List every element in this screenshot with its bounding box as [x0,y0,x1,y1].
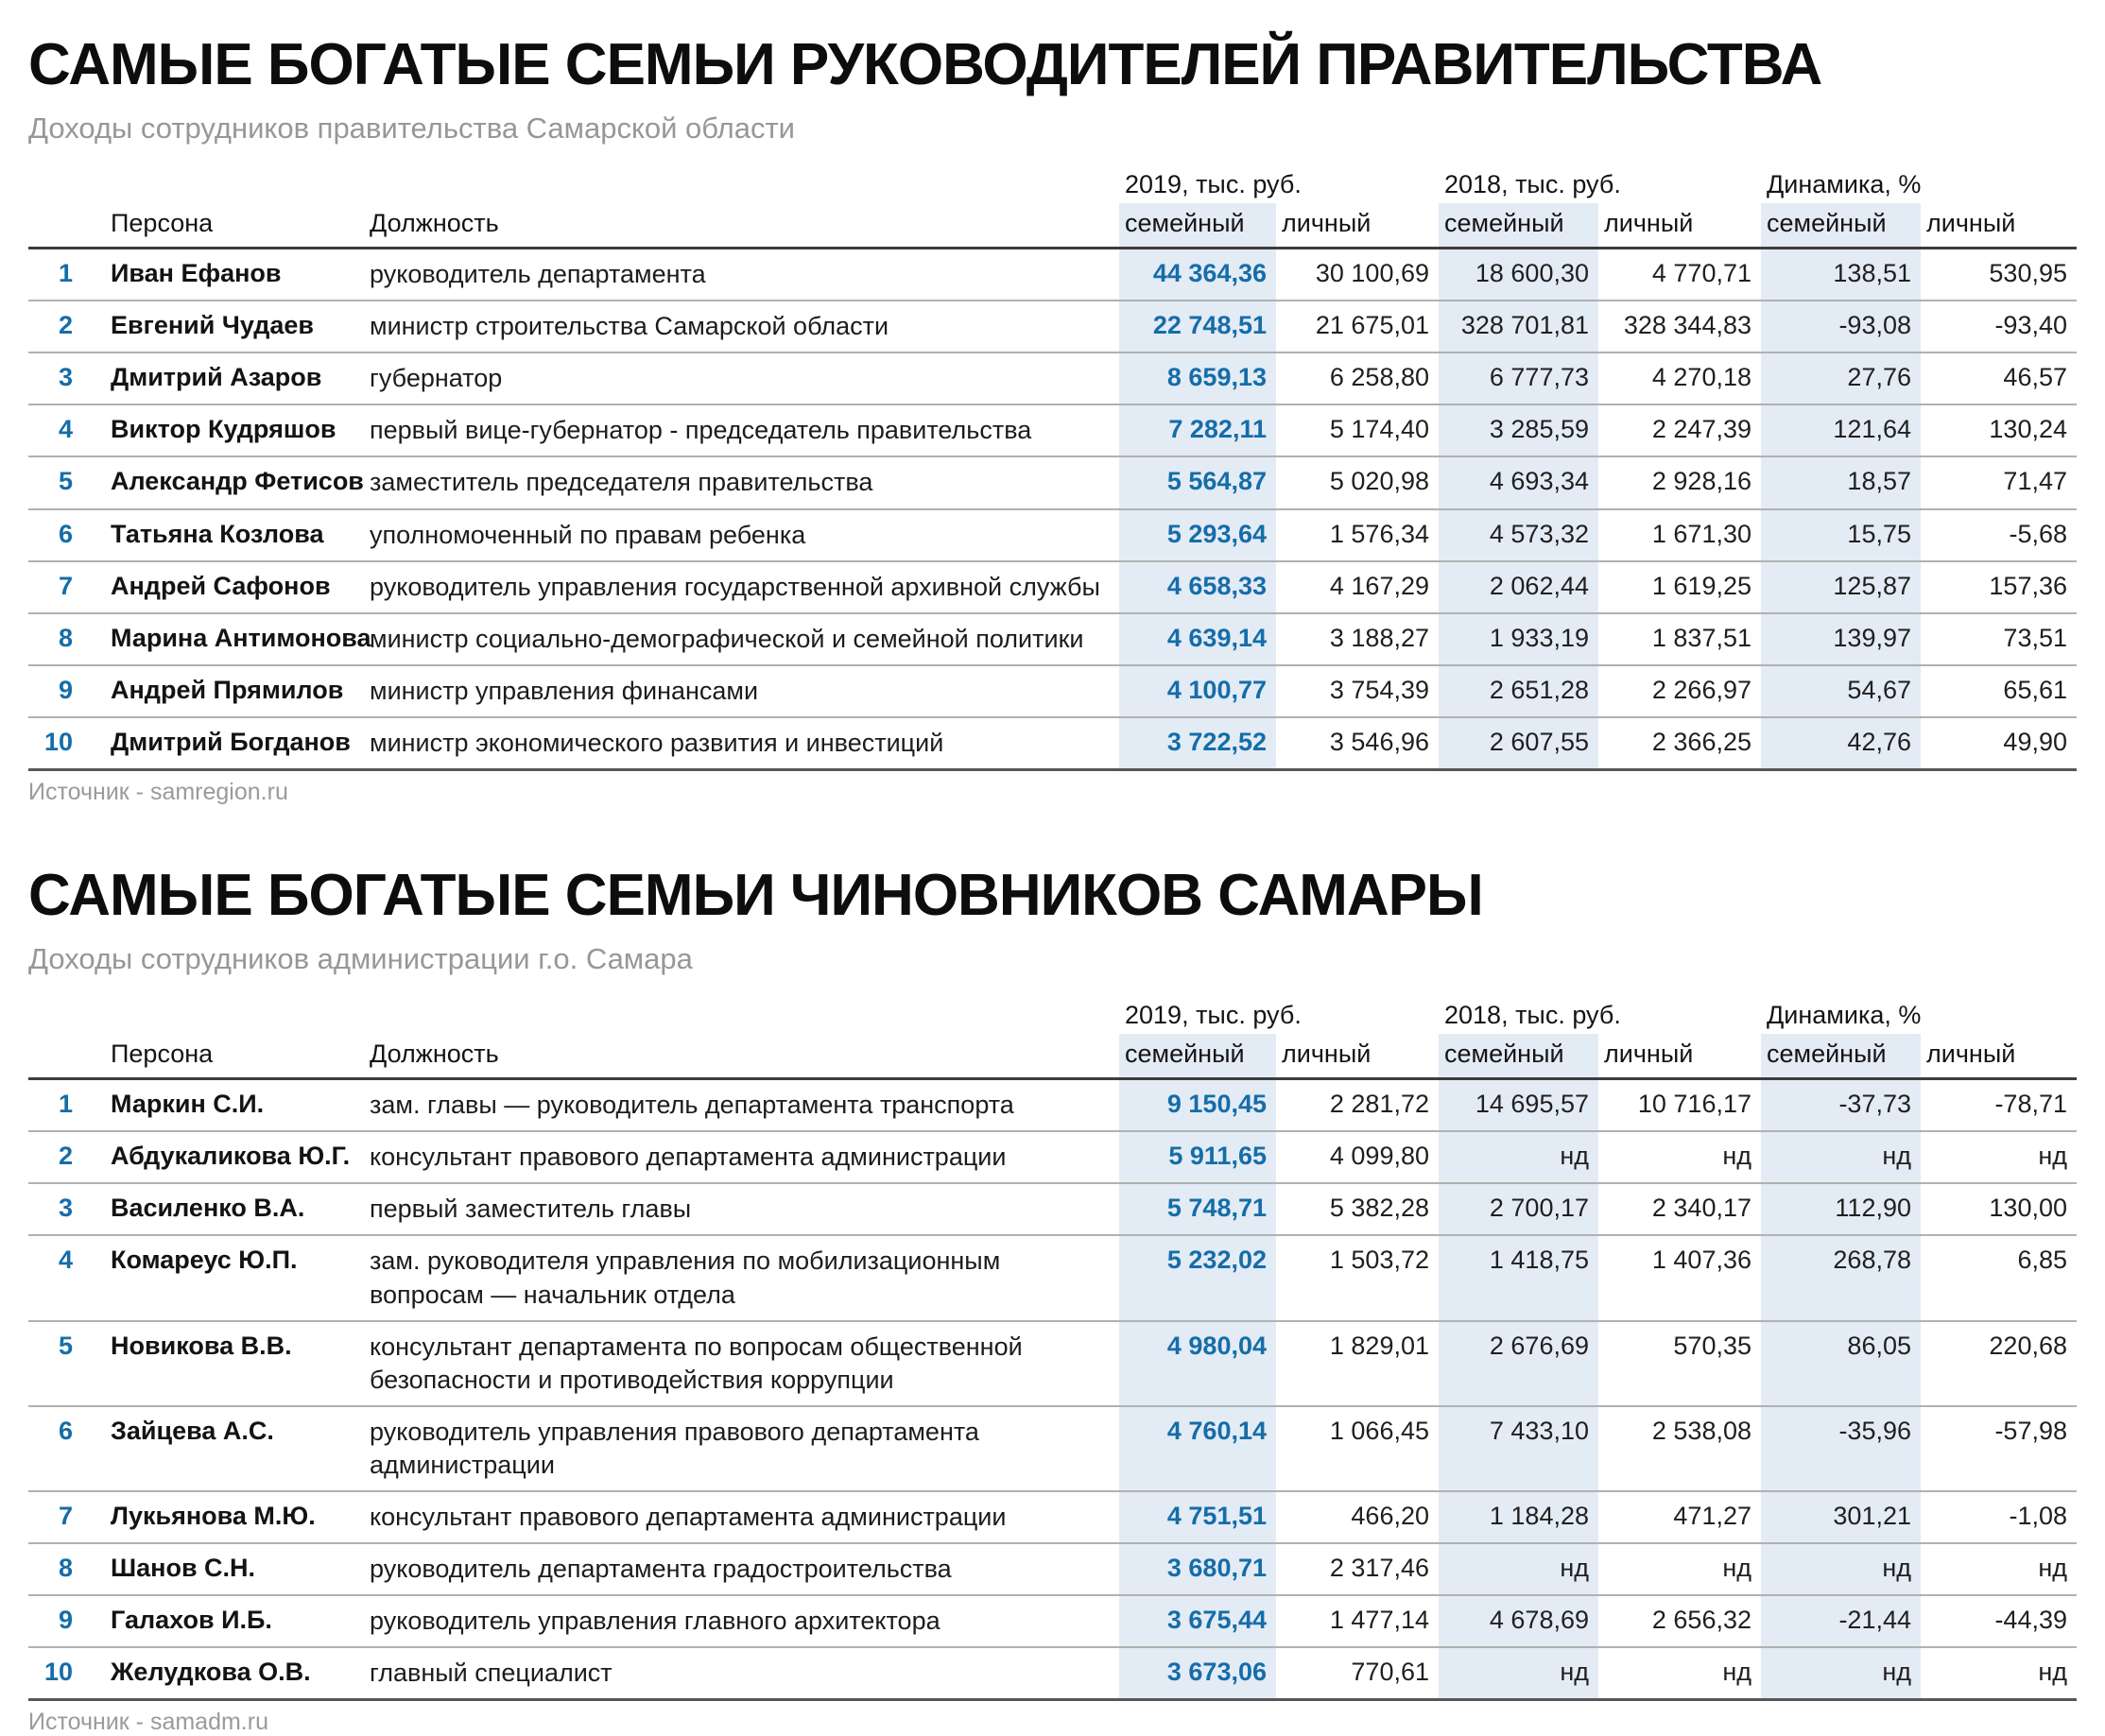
personal-income-2018: 10 716,17 [1637,1090,1751,1119]
family-income-2018: 18 600,30 [1439,249,1598,300]
table-row [28,1184,2077,1236]
government-table-section [28,34,2077,806]
dynamics-personal: 65,61 [2003,675,2067,704]
table-row [28,1648,2077,1698]
family-income-2019: 5 748,71 [1119,1184,1276,1234]
person-name: Новикова В.В. [111,1331,292,1360]
person-position: руководитель департамента градостроительства [370,1555,952,1584]
dynamics-personal: 157,36 [1989,571,2067,600]
person-name: Абдукаликова Ю.Г. [111,1142,351,1171]
family-income-2018: 6 777,73 [1439,353,1598,404]
personal-2019-header: личный [1282,208,1372,237]
row-rank: 1 [58,1090,73,1119]
row-rank: 3 [58,363,73,392]
dynamics-family: 121,64 [1761,405,1921,455]
family-income-2018: 4 573,32 [1439,510,1598,560]
dynamics-personal: 130,24 [1989,415,2067,444]
dynamics-family: 268,78 [1761,1236,1921,1319]
dynamics-family: -37,73 [1761,1080,1921,1130]
person-name: Желудкова О.В. [111,1658,311,1687]
dynamics-family: -35,96 [1761,1407,1921,1490]
table-row [28,510,2077,562]
dynamics-family: 54,67 [1761,666,1921,716]
person-name: Василенко В.А. [111,1194,305,1223]
table-body [28,249,2077,771]
person-position: консультант правового департамента администрации [370,1503,1007,1531]
person-position: заместитель председателя правительства [370,468,873,497]
personal-income-2018: 2 366,25 [1651,727,1751,756]
family-income-2019: 3 722,52 [1119,718,1276,768]
position-header: Должность [370,1039,499,1068]
person-name: Марина Антимонова [111,623,371,652]
personal-income-2018: 2 538,08 [1651,1416,1751,1445]
personal-2018-header: личный [1604,1039,1694,1068]
dynamics-personal: 530,95 [1989,259,2067,288]
family-income-2018: 2 700,17 [1439,1184,1598,1234]
personal-income-2019: 1 829,01 [1329,1331,1429,1360]
family-income-2019: 4 751,51 [1119,1492,1276,1542]
group-header-dynamics: Динамика, % [1767,1000,1922,1029]
family-income-2018: 1 933,19 [1439,614,1598,664]
family-income-2019: 9 150,45 [1119,1080,1276,1130]
personal-income-2019: 5 020,98 [1329,467,1429,496]
personal-income-2019: 3 546,96 [1329,727,1429,756]
dynamics-family: 138,51 [1761,249,1921,300]
group-header-2018: 2018, тыс. руб. [1444,169,1621,198]
dynamics-personal: 71,47 [2003,467,2067,496]
rank-header [28,1034,80,1077]
dynamics-personal: 6,85 [2017,1246,2067,1275]
column-group-header-row [28,168,2077,203]
person-position: уполномоченный по правам ребенка [370,520,806,549]
personal-income-2018: 1 837,51 [1651,623,1751,652]
dynamics-personal: 73,51 [2003,623,2067,652]
family-income-2019: 7 282,11 [1119,405,1276,455]
dynamics-personal: нд [2038,1658,2067,1687]
table-row [28,718,2077,768]
dynamics-family: нд [1761,1544,1921,1594]
dynamics-personal: -93,40 [1994,311,2067,340]
table-row [28,1492,2077,1544]
source-note: Источник - samadm.ru [28,1709,268,1736]
family-income-2019: 5 293,64 [1119,510,1276,560]
family-income-2018: 14 695,57 [1439,1080,1598,1130]
family-income-2019: 44 364,36 [1119,249,1276,300]
person-name: Комареус Ю.П. [111,1246,298,1275]
family-2019-header: семейный [1119,203,1276,247]
family-income-2018: 1 418,75 [1439,1236,1598,1319]
row-rank: 4 [58,1246,73,1275]
row-rank: 10 [43,1658,73,1687]
person-position: министр строительства Самарской области [370,312,889,341]
family-income-2018: 3 285,59 [1439,405,1598,455]
table-row [28,562,2077,614]
table-body [28,1080,2077,1701]
family-2018-header: семейный [1439,203,1598,247]
personal-income-2018: 1 407,36 [1651,1246,1751,1275]
personal-income-2019: 3 754,39 [1329,675,1429,704]
family-income-2018: нд [1439,1132,1598,1182]
family-income-2019: 4 658,33 [1119,562,1276,612]
personal-income-2018: 2 656,32 [1651,1606,1751,1635]
dynamics-personal: 46,57 [2003,363,2067,392]
rank-header [28,203,80,247]
group-header-2018: 2018, тыс. руб. [1444,1000,1621,1029]
personal-income-2019: 1 066,45 [1329,1416,1429,1445]
row-rank: 6 [58,519,73,548]
page-title-2: САМЫЕ БОГАТЫЕ СЕМЬИ ЧИНОВНИКОВ САМАРЫ [28,863,1483,929]
personal-income-2018: нд [1722,1142,1751,1171]
row-rank: 9 [58,675,73,704]
family-income-2019: 4 760,14 [1119,1407,1276,1490]
personal-income-2018: нд [1722,1658,1751,1687]
table-row [28,666,2077,718]
person-name: Зайцева А.С. [111,1416,274,1445]
dynamics-personal: нд [2038,1142,2067,1171]
dynamics-family-header: семейный [1761,1034,1921,1077]
table-row [28,1596,2077,1648]
personal-income-2019: 6 258,80 [1329,363,1429,392]
family-income-2019: 3 673,06 [1119,1648,1276,1698]
dynamics-personal-header: личный [1926,208,2016,237]
page-title: САМЫЕ БОГАТЫЕ СЕМЬИ РУКОВОДИТЕЛЕЙ ПРАВИТЕЛЬСТВА [28,32,1822,97]
column-header-row [28,1034,2077,1080]
dynamics-personal: -1,08 [2009,1502,2067,1530]
dynamics-personal: 49,90 [2003,727,2067,756]
family-income-2019: 5 232,02 [1119,1236,1276,1319]
dynamics-family: 27,76 [1761,353,1921,404]
person-name: Дмитрий Азаров [111,363,322,392]
family-income-2018: 2 651,28 [1439,666,1598,716]
family-income-2019: 4 980,04 [1119,1322,1276,1405]
personal-income-2019: 5 174,40 [1329,415,1429,444]
personal-income-2019: 1 477,14 [1329,1606,1429,1635]
family-income-2018: 328 701,81 [1439,301,1598,352]
row-rank: 5 [58,1331,73,1360]
person-position: руководитель управления главного архитектора [370,1607,940,1636]
group-header-2019: 2019, тыс. руб. [1125,1000,1302,1029]
person-position: зам. руководителя управления по мобилизационным вопросам — начальник отдела [370,1246,1001,1309]
personal-income-2018: 2 247,39 [1651,415,1751,444]
table-row [28,249,2077,301]
person-name: Андрей Прямилов [111,675,344,704]
family-income-2018: 2 062,44 [1439,562,1598,612]
person-name: Андрей Сафонов [111,571,331,600]
personal-income-2019: 2 281,72 [1329,1090,1429,1119]
family-income-2018: 7 433,10 [1439,1407,1598,1490]
personal-income-2018: 570,35 [1673,1331,1751,1360]
family-income-2019: 3 680,71 [1119,1544,1276,1594]
row-rank: 3 [58,1194,73,1223]
table-row [28,457,2077,509]
personal-income-2018: 4 770,71 [1651,259,1751,288]
page-subtitle-2: Доходы сотрудников администрации г.о. Самара [28,941,693,975]
source-note: Источник - samregion.ru [28,779,288,806]
person-position: министр экономического развития и инвестиций [370,728,944,757]
personal-income-2019: 1 503,72 [1329,1246,1429,1275]
personal-income-2019: 30 100,69 [1315,259,1429,288]
dynamics-family: 15,75 [1761,510,1921,560]
personal-income-2019: 21 675,01 [1315,311,1429,340]
personal-income-2018: 471,27 [1673,1502,1751,1530]
person-position: главный специалист [370,1659,613,1688]
table-row [28,1132,2077,1184]
person-name: Евгений Чудаев [111,311,314,340]
person-header: Персона [111,208,214,237]
row-rank: 5 [58,467,73,496]
dynamics-personal: -78,71 [1994,1090,2067,1119]
table-row [28,1544,2077,1596]
dynamics-family: 42,76 [1761,718,1921,768]
person-name: Иван Ефанов [111,259,282,288]
person-position: первый заместитель главы [370,1195,692,1224]
dynamics-family: 139,97 [1761,614,1921,664]
family-income-2019: 3 675,44 [1119,1596,1276,1646]
person-name: Шанов С.Н. [111,1554,256,1583]
personal-income-2019: 5 382,28 [1329,1194,1429,1223]
person-name: Дмитрий Богданов [111,727,351,756]
dynamics-personal: -44,39 [1994,1606,2067,1635]
row-rank: 8 [58,623,73,652]
dynamics-family: -93,08 [1761,301,1921,352]
row-rank: 10 [43,727,73,756]
personal-income-2019: 4 167,29 [1329,571,1429,600]
person-name: Маркин С.И. [111,1090,265,1119]
personal-income-2018: 328 344,83 [1623,311,1751,340]
family-income-2019: 22 748,51 [1119,301,1276,352]
row-rank: 7 [58,1502,73,1530]
table-row [28,1322,2077,1407]
family-2019-header: семейный [1119,1034,1276,1077]
family-income-2018: 1 184,28 [1439,1492,1598,1542]
person-name: Татьяна Козлова [111,519,324,548]
person-name: Лукьянова М.Ю. [111,1502,316,1530]
table-row [28,1080,2077,1132]
family-2018-header: семейный [1439,1034,1598,1077]
row-rank: 2 [58,311,73,340]
personal-income-2019: 2 317,46 [1329,1554,1429,1583]
position-header: Должность [370,208,499,237]
dynamics-personal: -5,68 [2009,519,2067,548]
family-income-2019: 8 659,13 [1119,353,1276,404]
dynamics-family: 18,57 [1761,457,1921,507]
dynamics-family: 301,21 [1761,1492,1921,1542]
family-income-2019: 4 100,77 [1119,666,1276,716]
personal-income-2018: нд [1722,1554,1751,1583]
personal-income-2018: 2 928,16 [1651,467,1751,496]
personal-income-2019: 1 576,34 [1329,519,1429,548]
person-position: руководитель департамента [370,260,706,289]
dynamics-family: 112,90 [1761,1184,1921,1234]
table-row [28,353,2077,405]
group-header-dynamics: Динамика, % [1767,169,1922,198]
person-position: руководитель управления правового департамента администрации [370,1417,979,1479]
group-header-2019: 2019, тыс. руб. [1125,169,1302,198]
dynamics-family: нд [1761,1132,1921,1182]
person-position: министр управления финансами [370,676,759,705]
column-group-header-row [28,999,2077,1034]
row-rank: 4 [58,415,73,444]
personal-income-2018: 2 266,97 [1651,675,1751,704]
personal-2018-header: личный [1604,208,1694,237]
person-position: консультант департамента по вопросам общественной безопасности и противодействия коррупции [370,1332,1023,1394]
row-rank: 9 [58,1606,73,1635]
family-income-2018: 4 693,34 [1439,457,1598,507]
personal-2019-header: личный [1282,1039,1372,1068]
person-header: Персона [111,1039,214,1068]
person-position: зам. главы — руководитель департамента транспорта [370,1091,1014,1120]
person-name: Виктор Кудряшов [111,415,336,444]
personal-income-2018: 2 340,17 [1651,1194,1751,1223]
table-row [28,301,2077,353]
table-row [28,1407,2077,1492]
personal-income-2019: 466,20 [1351,1502,1429,1530]
table-row [28,1236,2077,1321]
city-administration-table-section [28,865,2077,1736]
row-rank: 8 [58,1554,73,1583]
person-position: руководитель управления государственной архивной службы [370,572,1100,601]
dynamics-personal-header: личный [1926,1039,2016,1068]
personal-income-2019: 4 099,80 [1329,1142,1429,1171]
dynamics-family: 125,87 [1761,562,1921,612]
person-position: первый вице-губернатор - председатель правительства [370,416,1032,445]
family-income-2018: 2 676,69 [1439,1322,1598,1405]
family-income-2019: 5 911,65 [1119,1132,1276,1182]
dynamics-family: 86,05 [1761,1322,1921,1405]
personal-income-2019: 770,61 [1351,1658,1429,1687]
personal-income-2018: 1 619,25 [1651,571,1751,600]
personal-income-2019: 3 188,27 [1329,623,1429,652]
family-income-2018: нд [1439,1544,1598,1594]
column-header-row [28,203,2077,249]
table-row [28,614,2077,666]
dynamics-personal: 220,68 [1989,1331,2067,1360]
personal-income-2018: 4 270,18 [1651,363,1751,392]
family-income-2019: 5 564,87 [1119,457,1276,507]
row-rank: 2 [58,1142,73,1171]
row-rank: 1 [58,259,73,288]
family-income-2018: нд [1439,1648,1598,1698]
dynamics-family-header: семейный [1761,203,1921,247]
dynamics-personal: -57,98 [1994,1416,2067,1445]
dynamics-family: -21,44 [1761,1596,1921,1646]
row-rank: 6 [58,1416,73,1445]
table-row [28,405,2077,457]
page-subtitle: Доходы сотрудников правительства Самарской области [28,111,795,145]
dynamics-personal: нд [2038,1554,2067,1583]
dynamics-family: нд [1761,1648,1921,1698]
family-income-2019: 4 639,14 [1119,614,1276,664]
person-position: консультант правового департамента администрации [370,1143,1007,1172]
person-name: Галахов И.Б. [111,1606,272,1635]
person-name: Александр Фетисов [111,467,364,496]
person-position: министр социально-демографической и семейной политики [370,624,1084,653]
row-rank: 7 [58,571,73,600]
person-position: губернатор [370,364,503,393]
family-income-2018: 4 678,69 [1439,1596,1598,1646]
personal-income-2018: 1 671,30 [1651,519,1751,548]
family-income-2018: 2 607,55 [1439,718,1598,768]
dynamics-personal: 130,00 [1989,1194,2067,1223]
